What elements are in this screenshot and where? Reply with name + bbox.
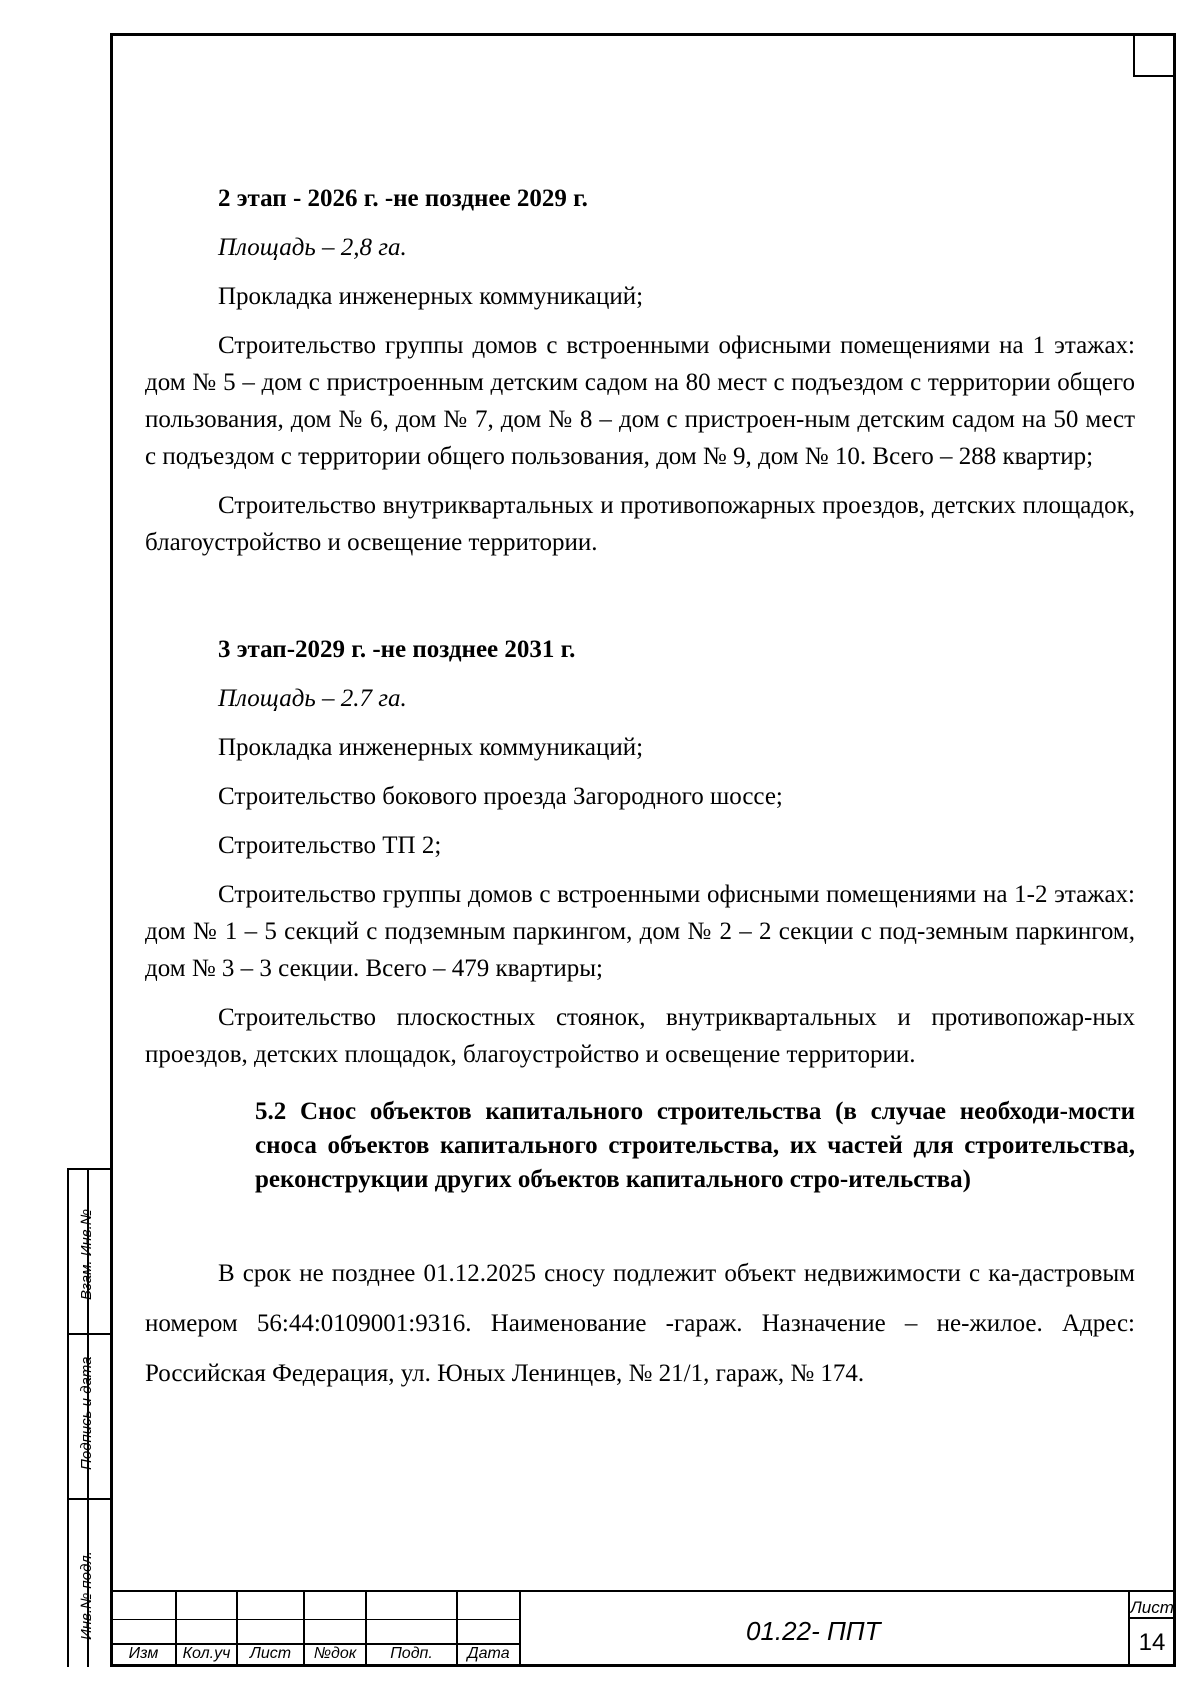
stamp-label-ndok: №док (313, 1645, 357, 1662)
section-body: В срок не позднее 01.12.2025 сносу подлежит объект недвижимости с ка-дастровым номером 56:44:0109001:9316. Наименование -гараж. Назначение – не-жилое. Адрес: Российская Федерация, ул. Юных Ленинцев, № 21/1, гараж, № 174. (145, 1260, 1135, 1387)
stage3-item-3: Строительство ТП 2; (218, 832, 442, 859)
sheet-number: 14 (1138, 1629, 1166, 1656)
sheet-label: Лист (1130, 1598, 1174, 1617)
stage2-item-2: Строительство группы домов с встроенными офисными помещениями на 1 этажах: дом № 5 – дом с пристроенным детским садом на 80 мест с подъездом с территории общего пользования, дом № 6, дом № 7, дом № 8 – дом с пристроен-ным детским садом на 50 мест с подъездом с территории общего пользования, дом № 9, дом № 10. Всего – 288 квартир; (145, 332, 1135, 470)
side-label-signature: Подпись и дата (78, 1356, 95, 1470)
document-code: 01.22- ППТ (746, 1616, 881, 1646)
side-split-1 (67, 1333, 110, 1335)
stage3-item-1: Прокладка инженерных коммуникаций; (218, 734, 644, 761)
stamp-label-izm: Изм (128, 1645, 159, 1662)
stage3-item-4: Строительство группы домов с встроенными офисными помещениями на 1-2 этажах: дом № 1 – 5 секций с подземным паркингом, дом № 2 – 2 секции с под-земным паркингом, дом № 3 – 3 секции. Всего – 479 квартиры; (145, 881, 1135, 982)
stamp-row-line-1 (110, 1619, 520, 1620)
stage3-area: Площадь – 2.7 га. (218, 685, 407, 712)
side-split-2 (67, 1498, 110, 1500)
stamp-label-kol: Кол.уч (182, 1645, 231, 1662)
stage2-item-3: Строительство внутриквартальных и противопожарных проездов, детских площадок, благоустройство и освещение территории. (145, 492, 1135, 556)
section-heading: 5.2 Снос объектов капитального строительства (в случае необходи-мости сноса объектов капитального строительства, их частей для строительства, реконструкции других объектов капитального стро-ительства) (255, 1098, 1135, 1193)
stamp-label-podp: Подп. (390, 1645, 433, 1662)
stamp-top-line (110, 1590, 1176, 1592)
stage3-heading: 3 этап-2029 г. -не позднее 2031 г. (218, 636, 576, 663)
stage3-item-2: Строительство бокового проезда Загородного шоссе; (218, 783, 783, 810)
corner-box (1133, 33, 1176, 77)
side-split-top (67, 1168, 110, 1170)
stage3-item-5: Строительство плоскостных стоянок, внутриквартальных и противопожар-ных проездов, детских площадок, благоустройство и освещение территории. (145, 1004, 1135, 1068)
stage2-item-1: Прокладка инженерных коммуникаций; (218, 283, 644, 310)
stage2-heading: 2 этап - 2026 г. -не позднее 2029 г. (218, 185, 588, 212)
side-label-replacement: Взам. Инв.№ (78, 1209, 95, 1300)
stage2-area: Площадь – 2,8 га. (218, 234, 407, 261)
side-label-inventory: Инв.№ подл. (78, 1551, 95, 1640)
stamp-label-list: Лист (249, 1645, 292, 1662)
stamp-label-data: Дата (467, 1645, 510, 1662)
document-body (145, 180, 1135, 1399)
